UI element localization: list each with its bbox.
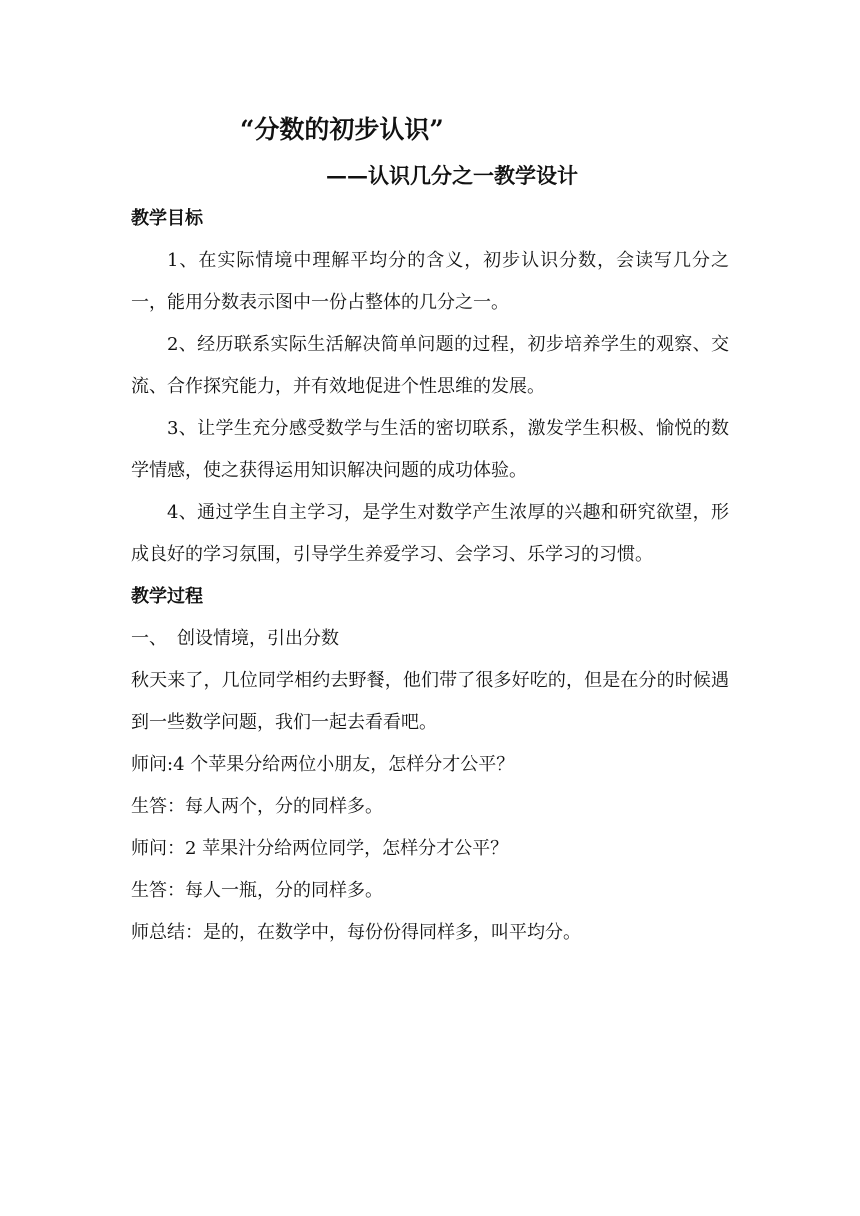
objective-item-3: 3、让学生充分感受数学与生活的密切联系，激发学生积极、愉悦的数学情感，使之获得运用知识解决问题的成功体验。	[131, 418, 729, 481]
dialogue-line-3: 师问：2 苹果汁分给两位同学，怎样分才公平？	[131, 838, 509, 859]
section-1-heading	[131, 618, 729, 660]
objective-item-1: 1、在实际情境中理解平均分的含义，初步认识分数，会读写几分之一，能用分数表示图中一份占整体的几分之一。	[131, 250, 729, 313]
section-1-number: 一、	[131, 628, 167, 649]
objective-item-2: 2、经历联系实际生活解决简单问题的过程，初步培养学生的观察、交流、合作探究能力，并有效地促进个性思维的发展。	[131, 334, 729, 397]
document-subtitle: ——认识几分之一教学设计	[326, 163, 578, 188]
section-1-intro: 秋天来了，几位同学相约去野餐，他们带了很多好吃的，但是在分的时候遇到一些数学问题，我们一起去看看吧。	[131, 670, 729, 733]
section-1-title: 创设情境，引出分数	[177, 628, 339, 649]
objectives-heading: 教学目标	[131, 208, 203, 229]
dialogue-line-4: 生答：每人一瓶，分的同样多。	[131, 880, 383, 901]
dialogue-line-1: 师问:4 个苹果分给两位小朋友，怎样分才公平？	[131, 754, 515, 775]
dialogue-line-5: 师总结：是的，在数学中，每份份得同样多，叫平均分。	[131, 922, 581, 943]
objective-item-4: 4、通过学生自主学习，是学生对数学产生浓厚的兴趣和研究欲望，形成良好的学习氛围，引导学生养爱学习、会学习、乐学习的习惯。	[131, 502, 729, 565]
dialogue-line-2: 生答：每人两个，分的同样多。	[131, 796, 383, 817]
document-title: “分数的初步认识”	[240, 115, 444, 144]
document-body	[131, 198, 729, 954]
process-heading: 教学过程	[131, 586, 203, 607]
